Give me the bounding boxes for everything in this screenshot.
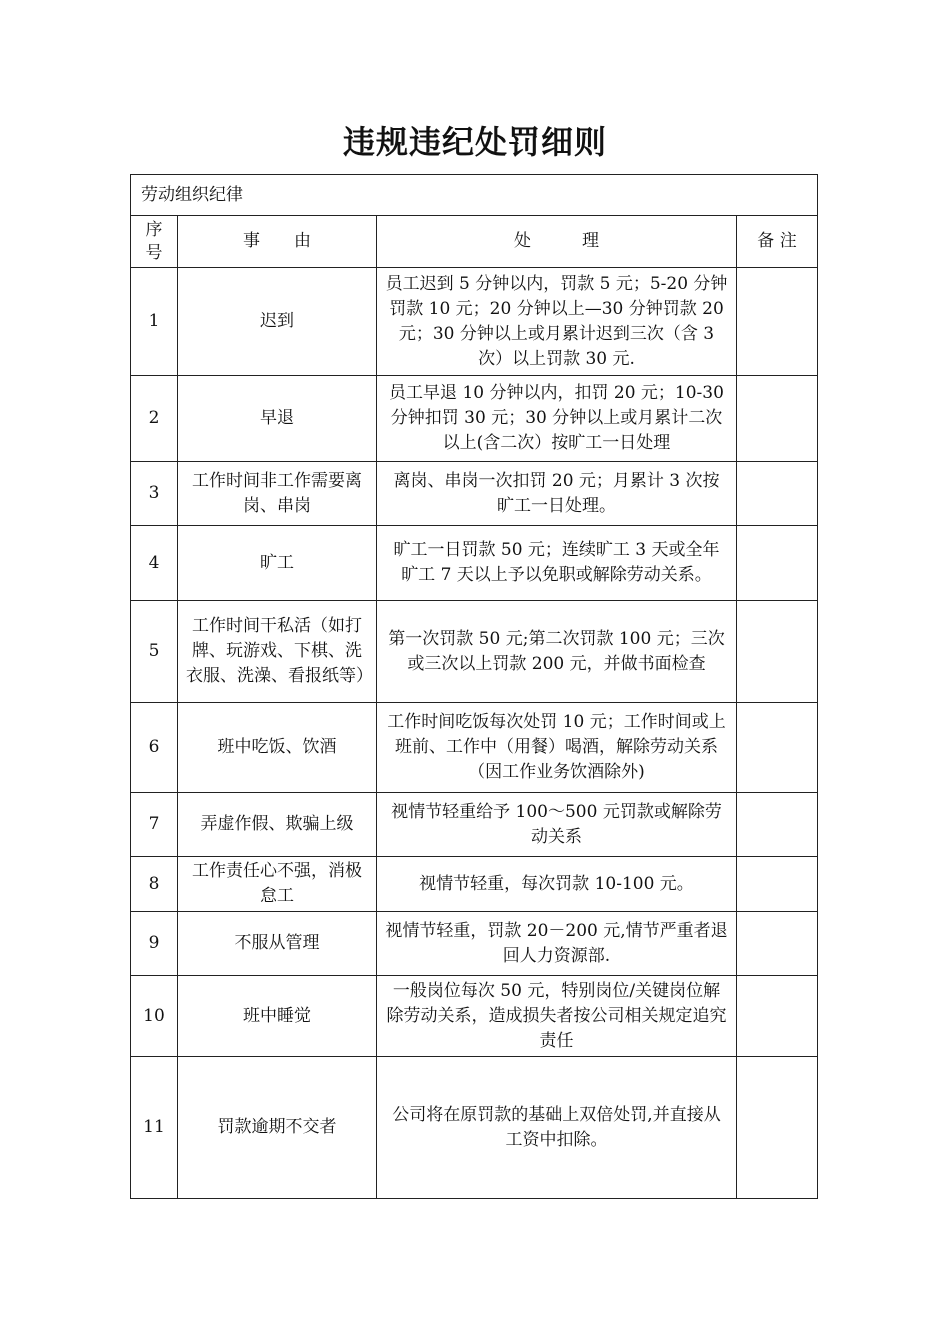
row-handling: 工作时间吃饭每次处罚 10 元；工作时间或上班前、工作中（用餐）喝酒，解除劳动关系（因工作业务饮酒除外) (377, 703, 737, 793)
row-no: 3 (131, 462, 178, 526)
table-row (131, 793, 818, 857)
row-remark (737, 703, 818, 793)
row-no: 2 (131, 376, 178, 462)
row-no: 5 (131, 601, 178, 703)
row-handling: 员工早退 10 分钟以内，扣罚 20 元；10-30 分钟扣罚 30 元；30 分钟以上或月累计二次以上(含二次）按旷工一日处理 (377, 376, 737, 462)
penalty-table (130, 174, 818, 1199)
row-handling: 视情节轻重给予 100～500 元罚款或解除劳动关系 (377, 793, 737, 857)
table-row (131, 912, 818, 976)
row-no: 11 (131, 1057, 178, 1199)
row-handling: 第一次罚款 50 元;第二次罚款 100 元；三次或三次以上罚款 200 元，并做书面检查 (377, 601, 737, 703)
row-remark (737, 1057, 818, 1199)
row-reason: 班中睡觉 (178, 976, 377, 1057)
row-handling: 视情节轻重，罚款 20－200 元,情节严重者退回人力资源部. (377, 912, 737, 976)
page-title: 违规违纪处罚细则 (342, 123, 607, 161)
row-remark (737, 793, 818, 857)
row-handling: 视情节轻重，每次罚款 10-100 元。 (377, 857, 737, 912)
row-remark (737, 601, 818, 703)
row-no: 7 (131, 793, 178, 857)
row-reason: 班中吃饭、饮酒 (178, 703, 377, 793)
row-handling: 旷工一日罚款 50 元；连续旷工 3 天或全年旷工 7 天以上予以免职或解除劳动关系。 (377, 526, 737, 601)
header-no: 序 号 (131, 216, 178, 268)
row-no: 6 (131, 703, 178, 793)
row-reason: 工作责任心不强，消极怠工 (178, 857, 377, 912)
row-remark (737, 376, 818, 462)
row-handling: 员工迟到 5 分钟以内，罚款 5 元；5-20 分钟罚款 10 元；20 分钟以上—30 分钟罚款 20 元；30 分钟以上或月累计迟到三次（含 3 次）以上罚款 30 元. (377, 268, 737, 376)
table-row (131, 376, 818, 462)
row-no: 10 (131, 976, 178, 1057)
row-handling: 离岗、串岗一次扣罚 20 元；月累计 3 次按旷工一日处理。 (377, 462, 737, 526)
row-no: 9 (131, 912, 178, 976)
table-row (131, 857, 818, 912)
table-row (131, 268, 818, 376)
row-remark (737, 976, 818, 1057)
row-remark (737, 268, 818, 376)
row-remark (737, 857, 818, 912)
row-no: 4 (131, 526, 178, 601)
row-handling: 一般岗位每次 50 元，特别岗位/关键岗位解除劳动关系，造成损失者按公司相关规定追究责任 (377, 976, 737, 1057)
row-reason: 罚款逾期不交者 (178, 1057, 377, 1199)
row-remark (737, 912, 818, 976)
header-remark: 备 注 (737, 216, 818, 268)
row-remark (737, 526, 818, 601)
row-remark (737, 462, 818, 526)
header-handling: 处 理 (377, 216, 737, 268)
row-reason: 工作时间干私活（如打牌、玩游戏、下棋、洗衣服、洗澡、看报纸等） (178, 601, 377, 703)
table-row (131, 526, 818, 601)
table-row (131, 703, 818, 793)
row-handling: 公司将在原罚款的基础上双倍处罚,并直接从工资中扣除。 (377, 1057, 737, 1199)
row-reason: 工作时间非工作需要离岗、串岗 (178, 462, 377, 526)
table-row (131, 601, 818, 703)
row-no: 8 (131, 857, 178, 912)
section-title: 劳动组织纪律 (131, 175, 818, 216)
row-reason: 不服从管理 (178, 912, 377, 976)
header-row (131, 216, 818, 268)
row-reason: 弄虚作假、欺骗上级 (178, 793, 377, 857)
section-row (131, 175, 818, 216)
table-row (131, 1057, 818, 1199)
header-reason: 事 由 (178, 216, 377, 268)
row-reason: 迟到 (178, 268, 377, 376)
row-reason: 旷工 (178, 526, 377, 601)
row-no: 1 (131, 268, 178, 376)
table-row (131, 462, 818, 526)
table-row (131, 976, 818, 1057)
row-reason: 早退 (178, 376, 377, 462)
